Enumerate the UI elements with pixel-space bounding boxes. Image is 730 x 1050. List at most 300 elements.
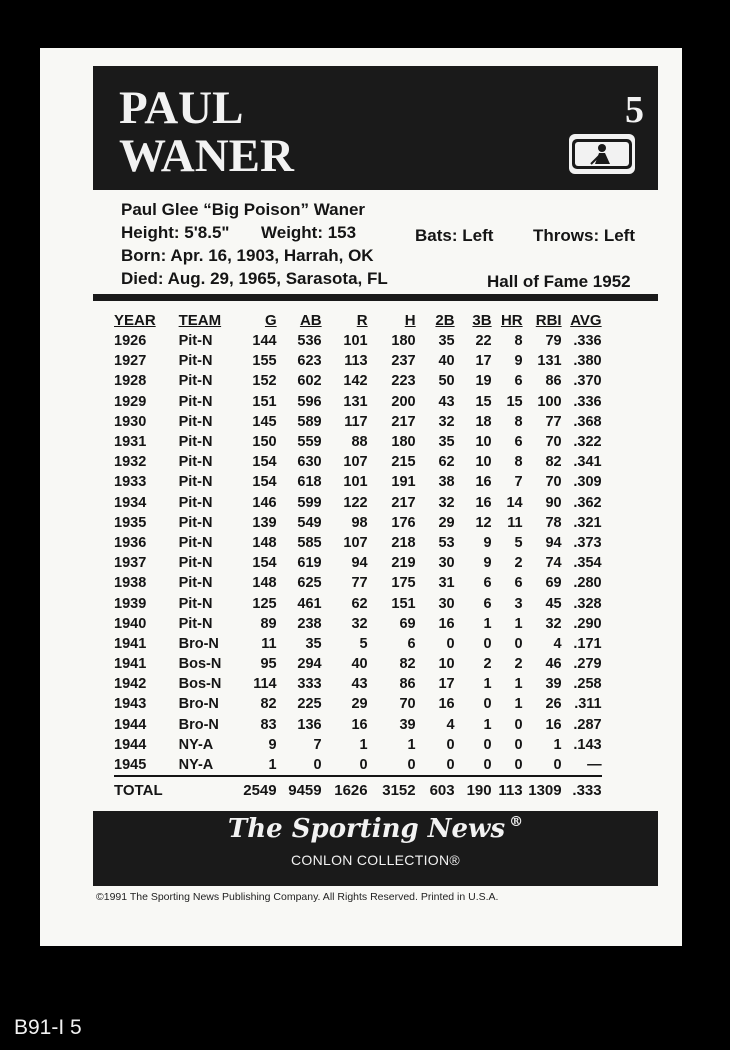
cell-year: 1932 xyxy=(114,454,147,471)
cell-team: Pit-N xyxy=(178,514,213,531)
cell-2b: 16 xyxy=(438,696,455,713)
cell-hr: 2 xyxy=(514,656,523,673)
cell-ab: 599 xyxy=(297,494,322,511)
cell-2b: 29 xyxy=(438,514,455,531)
cell-year: 1943 xyxy=(114,696,147,713)
cell-avg: .368 xyxy=(573,413,602,430)
cell-r: 16 xyxy=(351,716,368,733)
full-name: Paul Glee “Big Poison” Waner xyxy=(121,200,366,219)
cell-h: 70 xyxy=(399,696,416,713)
cell-g: 155 xyxy=(252,353,277,370)
cell-r: 43 xyxy=(351,676,368,693)
cell-team: Pit-N xyxy=(178,393,213,410)
cell-2b: 31 xyxy=(438,575,455,592)
weight: Weight: 153 xyxy=(261,223,357,242)
cell-team: NY-A xyxy=(178,757,214,774)
cell-2b: 0 xyxy=(446,736,455,753)
cell-3b: 10 xyxy=(475,454,492,471)
cell-ab: 294 xyxy=(297,656,322,673)
cell-hr: 0 xyxy=(514,716,523,733)
cell-team: Pit-N xyxy=(178,494,213,511)
total-hr: 113 xyxy=(492,776,523,801)
cell-g: 144 xyxy=(252,333,277,350)
stats-row xyxy=(114,371,602,391)
stats-row xyxy=(114,755,602,776)
cell-r: 101 xyxy=(343,474,368,491)
cell-ab: 0 xyxy=(313,757,322,774)
cell-year: 1930 xyxy=(114,413,147,430)
cell-rbi: 4 xyxy=(553,635,562,652)
stats-row xyxy=(114,654,602,674)
cell-avg: .143 xyxy=(573,736,602,753)
total-rbi: 1309 xyxy=(523,776,562,801)
player-name xyxy=(119,84,294,180)
cell-team: Pit-N xyxy=(178,454,213,471)
cell-ab: 623 xyxy=(297,353,322,370)
cell-rbi: 90 xyxy=(545,494,562,511)
cell-rbi: 39 xyxy=(545,676,562,693)
cell-g: 114 xyxy=(253,676,277,693)
stats-row xyxy=(114,351,602,371)
cell-h: 223 xyxy=(391,373,416,390)
sporting-news-logo xyxy=(93,814,658,844)
cell-r: 5 xyxy=(359,635,368,652)
cell-r: 32 xyxy=(351,615,368,632)
cell-avg: .362 xyxy=(573,494,602,511)
cell-ab: 619 xyxy=(297,555,322,572)
stats-row xyxy=(114,472,602,492)
cell-r: 142 xyxy=(343,373,368,390)
cell-year: 1941 xyxy=(114,635,147,652)
cell-r: 94 xyxy=(351,555,368,572)
cell-ab: 549 xyxy=(297,514,322,531)
cell-g: 145 xyxy=(252,413,277,430)
cell-year: 1926 xyxy=(114,333,147,350)
cell-ab: 602 xyxy=(297,373,322,390)
cell-hr: 6 xyxy=(514,575,523,592)
header-team: TEAM xyxy=(178,311,222,329)
cell-g: 154 xyxy=(252,454,277,471)
cell-2b: 40 xyxy=(438,353,455,370)
cell-g: 146 xyxy=(252,494,277,511)
cell-year: 1931 xyxy=(114,434,147,451)
cell-year: 1941 xyxy=(114,656,147,673)
stats-total-row xyxy=(114,776,602,801)
cell-year: 1933 xyxy=(114,474,147,491)
cell-h: 217 xyxy=(391,494,416,511)
cell-2b: 32 xyxy=(438,413,455,430)
cell-hr: 3 xyxy=(514,595,523,612)
cell-2b: 17 xyxy=(438,676,455,693)
cell-2b: 53 xyxy=(438,534,455,551)
cell-2b: 35 xyxy=(438,333,455,350)
header-rbi: RBI xyxy=(535,311,562,329)
cell-g: 11 xyxy=(261,635,277,652)
cell-2b: 32 xyxy=(438,494,455,511)
cell-year: 1942 xyxy=(114,676,147,693)
bats: Bats: Left xyxy=(415,226,494,245)
cell-2b: 0 xyxy=(446,635,455,652)
cell-hr: 2 xyxy=(514,555,523,572)
cell-3b: 6 xyxy=(483,595,492,612)
cell-rbi: 69 xyxy=(545,575,562,592)
cell-h: 176 xyxy=(391,514,416,531)
cell-3b: 12 xyxy=(475,514,492,531)
cell-3b: 0 xyxy=(483,635,492,652)
header-g: G xyxy=(264,311,277,329)
header-3b: 3B xyxy=(472,311,492,329)
cell-r: 0 xyxy=(359,757,368,774)
card-number: 5 xyxy=(625,89,644,131)
cell-avg: — xyxy=(587,757,602,774)
cell-ab: 589 xyxy=(297,413,322,430)
stats-row xyxy=(114,694,602,714)
cell-r: 101 xyxy=(343,333,368,350)
player-first-name: PAUL xyxy=(119,82,244,134)
cell-avg: .321 xyxy=(573,514,602,531)
cell-h: 215 xyxy=(391,454,416,471)
total-team xyxy=(163,776,239,801)
cell-rbi: 70 xyxy=(545,434,562,451)
stats-row xyxy=(114,553,602,573)
cell-hr: 8 xyxy=(514,413,523,430)
cell-year: 1927 xyxy=(114,353,147,370)
cell-r: 1 xyxy=(359,736,368,753)
cell-3b: 6 xyxy=(483,575,492,592)
header-h: H xyxy=(404,311,416,329)
cell-rbi: 0 xyxy=(553,757,562,774)
cell-h: 175 xyxy=(391,575,416,592)
cell-3b: 9 xyxy=(483,555,492,572)
stats-row xyxy=(114,432,602,452)
header-avg: AVG xyxy=(570,311,602,329)
cell-hr: 5 xyxy=(514,534,523,551)
cell-ab: 596 xyxy=(297,393,322,410)
cell-rbi: 79 xyxy=(545,333,562,350)
cell-r: 122 xyxy=(343,494,368,511)
cell-year: 1935 xyxy=(114,514,147,531)
cell-3b: 19 xyxy=(475,373,492,390)
baseball-card-back xyxy=(40,48,682,946)
cell-avg: .373 xyxy=(573,534,602,551)
cell-avg: .380 xyxy=(573,353,602,370)
died: Died: Aug. 29, 1965, Sarasota, FL xyxy=(121,269,388,288)
cell-team: Bro-N xyxy=(178,716,219,733)
cell-3b: 2 xyxy=(483,656,492,673)
cell-ab: 7 xyxy=(313,736,322,753)
cell-ab: 333 xyxy=(297,676,322,693)
cell-g: 125 xyxy=(252,595,277,612)
cell-avg: .341 xyxy=(573,454,602,471)
cell-h: 191 xyxy=(391,474,416,491)
cell-rbi: 46 xyxy=(545,656,562,673)
stats-table xyxy=(114,309,602,801)
cell-h: 219 xyxy=(391,555,416,572)
stats-row xyxy=(114,533,602,553)
hall-of-fame: Hall of Fame 1952 xyxy=(487,272,631,291)
cell-g: 154 xyxy=(252,555,277,572)
cell-rbi: 45 xyxy=(545,595,562,612)
cell-team: Pit-N xyxy=(178,413,213,430)
cell-hr: 1 xyxy=(514,615,523,632)
stats-panel xyxy=(93,301,658,811)
total-g: 2549 xyxy=(239,776,277,801)
mlb-logo-icon xyxy=(569,134,635,174)
cell-avg: .311 xyxy=(574,696,602,713)
cell-h: 86 xyxy=(399,676,416,693)
cell-3b: 0 xyxy=(483,736,492,753)
cell-rbi: 26 xyxy=(545,696,562,713)
cell-h: 69 xyxy=(399,615,416,632)
total-r: 1626 xyxy=(322,776,368,801)
cell-year: 1928 xyxy=(114,373,147,390)
cell-rbi: 100 xyxy=(537,393,562,410)
cell-2b: 62 xyxy=(438,454,455,471)
cell-avg: .370 xyxy=(573,373,602,390)
stats-row xyxy=(114,331,602,351)
cell-hr: 0 xyxy=(514,635,523,652)
cell-team: Pit-N xyxy=(178,353,213,370)
throws: Throws: Left xyxy=(533,226,635,245)
cell-hr: 14 xyxy=(506,494,523,511)
cell-avg: .287 xyxy=(573,716,602,733)
cell-rbi: 32 xyxy=(545,615,562,632)
cell-r: 62 xyxy=(351,595,368,612)
cell-rbi: 74 xyxy=(545,555,562,572)
cell-2b: 16 xyxy=(438,615,455,632)
cell-r: 117 xyxy=(344,413,368,430)
cell-rbi: 131 xyxy=(537,353,562,370)
cell-h: 39 xyxy=(399,716,416,733)
copyright-notice: ©1991 The Sporting News Publishing Company. All Rights Reserved. Printed in U.S.A. xyxy=(96,891,499,903)
brand-text: The Sporting News xyxy=(227,814,506,844)
cell-rbi: 94 xyxy=(545,534,562,551)
cell-g: 83 xyxy=(260,716,277,733)
cell-ab: 630 xyxy=(297,454,322,471)
stats-row xyxy=(114,593,602,613)
cell-avg: .354 xyxy=(573,555,602,572)
cell-g: 154 xyxy=(252,474,277,491)
stats-row xyxy=(114,735,602,755)
stats-row xyxy=(114,674,602,694)
cell-r: 77 xyxy=(351,575,368,592)
cell-ab: 536 xyxy=(297,333,322,350)
cell-hr: 0 xyxy=(514,736,523,753)
stats-row xyxy=(114,634,602,654)
cell-rbi: 78 xyxy=(545,514,562,531)
cell-year: 1944 xyxy=(114,736,147,753)
stats-row xyxy=(114,513,602,533)
cell-2b: 43 xyxy=(438,393,455,410)
cell-2b: 38 xyxy=(438,474,455,491)
cell-3b: 16 xyxy=(475,494,492,511)
cell-g: 151 xyxy=(252,393,277,410)
cell-year: 1945 xyxy=(114,757,147,774)
cell-team: Bro-N xyxy=(178,696,219,713)
total-year: TOTAL xyxy=(114,776,163,801)
cell-rbi: 77 xyxy=(545,413,562,430)
cell-hr: 9 xyxy=(514,353,523,370)
stats-row xyxy=(114,573,602,593)
cell-team: Pit-N xyxy=(178,575,213,592)
cell-3b: 1 xyxy=(483,615,492,632)
cell-hr: 7 xyxy=(514,474,523,491)
cell-hr: 1 xyxy=(514,696,523,713)
stats-rows xyxy=(114,331,602,801)
header-2b: 2B xyxy=(435,311,455,329)
cell-ab: 136 xyxy=(297,716,322,733)
cell-h: 200 xyxy=(391,393,416,410)
cell-2b: 30 xyxy=(438,555,455,572)
cell-r: 131 xyxy=(343,393,368,410)
cell-team: Pit-N xyxy=(178,595,213,612)
cell-g: 95 xyxy=(260,656,277,673)
height: Height: 5'8.5" xyxy=(121,223,230,242)
cell-h: 218 xyxy=(391,534,416,551)
cell-3b: 1 xyxy=(483,716,492,733)
cell-avg: .309 xyxy=(573,474,602,491)
cell-r: 88 xyxy=(351,434,368,451)
cell-g: 148 xyxy=(252,575,277,592)
cell-ab: 625 xyxy=(297,575,322,592)
cell-3b: 16 xyxy=(475,474,492,491)
cell-hr: 1 xyxy=(514,676,523,693)
cell-team: Pit-N xyxy=(178,534,213,551)
cell-r: 107 xyxy=(343,534,368,551)
cell-hr: 11 xyxy=(507,514,523,531)
cell-avg: .328 xyxy=(573,595,602,612)
cell-g: 139 xyxy=(252,514,277,531)
cell-g: 148 xyxy=(252,534,277,551)
cell-ab: 461 xyxy=(297,595,322,612)
cell-hr: 0 xyxy=(514,757,523,774)
cell-3b: 10 xyxy=(475,434,492,451)
cell-r: 98 xyxy=(351,514,368,531)
total-2b: 603 xyxy=(416,776,455,801)
total-h: 3152 xyxy=(368,776,416,801)
cell-3b: 22 xyxy=(475,333,492,350)
player-last-name: WANER xyxy=(119,130,294,182)
cell-3b: 18 xyxy=(475,413,492,430)
cell-3b: 9 xyxy=(483,534,492,551)
cell-g: 89 xyxy=(260,615,277,632)
cell-3b: 0 xyxy=(483,757,492,774)
header-r: R xyxy=(356,311,368,329)
stats-row xyxy=(114,392,602,412)
total-3b: 190 xyxy=(455,776,492,801)
cell-hr: 8 xyxy=(514,333,523,350)
scan-label: B91-I 5 xyxy=(14,1016,82,1039)
cell-h: 0 xyxy=(407,757,416,774)
cell-year: 1938 xyxy=(114,575,147,592)
cell-g: 150 xyxy=(252,434,277,451)
cell-team: Pit-N xyxy=(178,373,213,390)
cell-h: 180 xyxy=(391,434,416,451)
cell-g: 82 xyxy=(260,696,277,713)
stats-row xyxy=(114,715,602,735)
cell-ab: 585 xyxy=(297,534,322,551)
cell-hr: 8 xyxy=(514,454,523,471)
cell-ab: 35 xyxy=(305,635,322,652)
cell-r: 107 xyxy=(343,454,368,471)
cell-h: 6 xyxy=(407,635,416,652)
cell-team: Pit-N xyxy=(178,555,213,572)
cell-hr: 6 xyxy=(514,434,523,451)
cell-year: 1934 xyxy=(114,494,147,511)
cell-team: Pit-N xyxy=(178,474,213,491)
cell-rbi: 82 xyxy=(545,454,562,471)
cell-2b: 30 xyxy=(438,595,455,612)
cell-hr: 15 xyxy=(506,393,523,410)
cell-avg: .258 xyxy=(573,676,602,693)
cell-year: 1944 xyxy=(114,716,147,733)
cell-team: Pit-N xyxy=(178,434,213,451)
cell-h: 151 xyxy=(391,595,416,612)
cell-team: Bos-N xyxy=(178,656,222,673)
cell-h: 237 xyxy=(391,353,416,370)
cell-2b: 50 xyxy=(438,373,455,390)
cell-ab: 618 xyxy=(297,474,322,491)
cell-g: 9 xyxy=(268,736,277,753)
cell-h: 82 xyxy=(399,656,416,673)
cell-avg: .279 xyxy=(573,656,602,673)
cell-rbi: 86 xyxy=(545,373,562,390)
cell-ab: 238 xyxy=(297,615,322,632)
header-ab: AB xyxy=(299,311,322,329)
cell-3b: 15 xyxy=(475,393,492,410)
cell-r: 29 xyxy=(351,696,368,713)
cell-team: Bos-N xyxy=(178,676,222,693)
stats-row xyxy=(114,412,602,432)
cell-rbi: 70 xyxy=(545,474,562,491)
stats-row xyxy=(114,614,602,634)
cell-avg: .336 xyxy=(573,333,602,350)
cell-h: 1 xyxy=(407,736,416,753)
cell-g: 1 xyxy=(268,757,277,774)
cell-team: Bro-N xyxy=(178,635,219,652)
cell-year: 1937 xyxy=(114,555,147,572)
born: Born: Apr. 16, 1903, Harrah, OK xyxy=(121,246,374,265)
registered-mark: ® xyxy=(509,814,524,830)
player-info-panel xyxy=(93,190,658,294)
total-avg: .333 xyxy=(562,776,602,801)
cell-2b: 4 xyxy=(446,716,455,733)
cell-ab: 225 xyxy=(297,696,322,713)
cell-rbi: 1 xyxy=(553,736,562,753)
cell-ab: 559 xyxy=(297,434,322,451)
cell-r: 40 xyxy=(351,656,368,673)
cell-3b: 0 xyxy=(483,696,492,713)
cell-team: Pit-N xyxy=(178,333,213,350)
cell-avg: .280 xyxy=(573,575,602,592)
cell-avg: .171 xyxy=(573,635,602,652)
cell-3b: 17 xyxy=(475,353,492,370)
cell-g: 152 xyxy=(252,373,277,390)
stats-row xyxy=(114,493,602,513)
card-frame xyxy=(93,66,658,886)
cell-h: 180 xyxy=(391,333,416,350)
cell-r: 113 xyxy=(344,353,368,370)
cell-avg: .290 xyxy=(573,615,602,632)
cell-h: 217 xyxy=(391,413,416,430)
cell-team: Pit-N xyxy=(178,615,213,632)
cell-2b: 35 xyxy=(438,434,455,451)
header-year: YEAR xyxy=(114,311,156,329)
cell-year: 1929 xyxy=(114,393,147,410)
cell-team: NY-A xyxy=(178,736,214,753)
cell-hr: 6 xyxy=(514,373,523,390)
cell-3b: 1 xyxy=(483,676,492,693)
